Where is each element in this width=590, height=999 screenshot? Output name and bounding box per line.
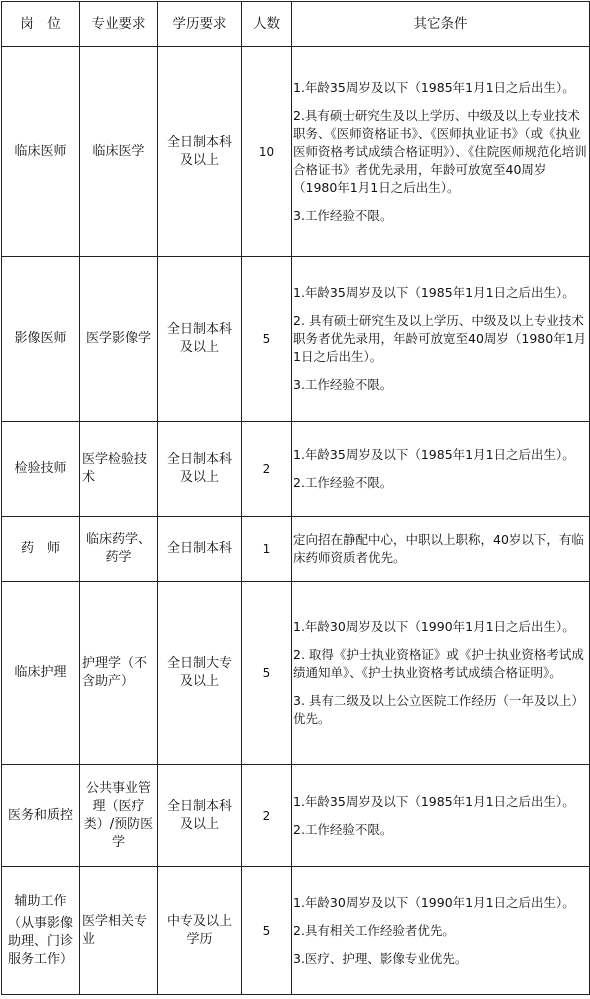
condition-item: 2. 取得《护士执业资格证》或《护士执业资格考试成绩通知单》、《护士执业资格考试成绩合格证明》。 [293,647,584,680]
position-cell: 医务和质控 [2,765,80,867]
header-conditions: 其它条件 [292,2,590,47]
conditions-cell [292,422,590,517]
count-cell: 2 [242,765,292,867]
table-row [2,257,590,422]
table-row [2,517,590,582]
table-row [2,582,590,765]
major-cell: 护理学（不含助产） [80,582,158,765]
count-cell: 5 [242,582,292,765]
count-cell: 5 [242,867,292,995]
condition-item: 2. 具有硕士研究生及以上学历、中级及以上专业技术职务者优先录用，年龄可放宽至40周岁（1980年1月1日之后出生）。 [293,313,587,364]
conditions-cell [292,47,590,257]
count-cell: 5 [242,257,292,422]
condition-item: 3.医疗、护理、影像专业优先。 [293,950,468,966]
condition-item: 1.年龄35周岁及以下（1985年1月1日之后出生）。 [293,285,575,300]
conditions-cell [292,582,590,765]
condition-item: 2.具有硕士研究生及以上学历、中级及以上专业技术职务、《医师资格证书》、《医师执业证书》（或《执业医师资格考试成绩合格证明》）、《住院医师规范化培训合格证书》者优先录用，年龄可放宽至40周岁（1980年1月1日之后出生）。 [293,107,587,195]
condition-item: 1.年龄35周岁及以下（1985年1月1日之后出生）。 [293,447,575,462]
major-cell: 临床药学、药学 [80,517,158,582]
position-cell: 药 师 [2,517,80,582]
condition-item: 定向招在静配中心，中职以上职称，40岁以下，有临床药师资质者优先。 [293,532,584,565]
education-cell: 全日制大专及以上 [158,582,242,765]
condition-item: 2.工作经验不限。 [293,821,393,837]
condition-item: 3.工作经验不限。 [293,207,393,223]
header-position: 岗 位 [2,2,80,47]
position-cell: 检验技师 [2,422,80,517]
conditions-cell [292,517,590,582]
position-cell: 临床护理 [2,582,80,765]
condition-item: 1.年龄30周岁及以下（1990年1月1日之后出生）。 [293,894,575,910]
position-label: 辅助工作 [14,893,67,909]
position-note: （从事影像助理、门诊服务工作） [7,915,73,967]
major-cell: 医学相关专业 [80,867,158,995]
major-cell: 医学影像学 [80,257,158,422]
major-cell: 临床医学 [80,47,158,257]
condition-item: 1.年龄30周岁及以下（1990年1月1日之后出生）。 [293,619,575,634]
education-cell: 全日制本科及以上 [158,47,242,257]
education-cell: 中专及以上学历 [158,867,242,995]
position-cell: 影像医师 [2,257,80,422]
condition-item: 2.具有相关工作经验者优先。 [293,922,455,938]
condition-item: 2.工作经验不限。 [293,475,393,490]
condition-item: 3. 具有二级及以上公立医院工作经历（一年及以上）优先。 [293,693,584,726]
major-cell: 医学检验技术 [80,422,158,517]
position-cell: 临床医师 [2,47,80,257]
header-row [2,2,590,47]
conditions-cell [292,867,590,995]
count-cell: 2 [242,422,292,517]
header-major: 专业要求 [80,2,158,47]
education-cell: 全日制本科 [158,517,242,582]
recruitment-table [1,1,590,995]
condition-item: 3.工作经验不限。 [293,377,393,392]
table-row [2,422,590,517]
education-cell: 全日制本科及以上 [158,765,242,867]
education-cell: 全日制本科及以上 [158,257,242,422]
count-cell: 1 [242,517,292,582]
conditions-cell [292,257,590,422]
header-education: 学历要求 [158,2,242,47]
education-cell: 全日制本科及以上 [158,422,242,517]
position-cell [2,867,80,995]
header-count: 人数 [242,2,292,47]
condition-item: 1.年龄35周岁及以下（1985年1月1日之后出生）。 [293,79,575,95]
count-cell: 10 [242,47,292,257]
table-row [2,47,590,257]
major-cell: 公共事业管理（医疗类）/预防医学 [80,765,158,867]
table-row [2,765,590,867]
table-row [2,867,590,995]
condition-item: 1.年龄35周岁及以下（1985年1月1日之后出生）。 [293,793,575,809]
conditions-cell [292,765,590,867]
